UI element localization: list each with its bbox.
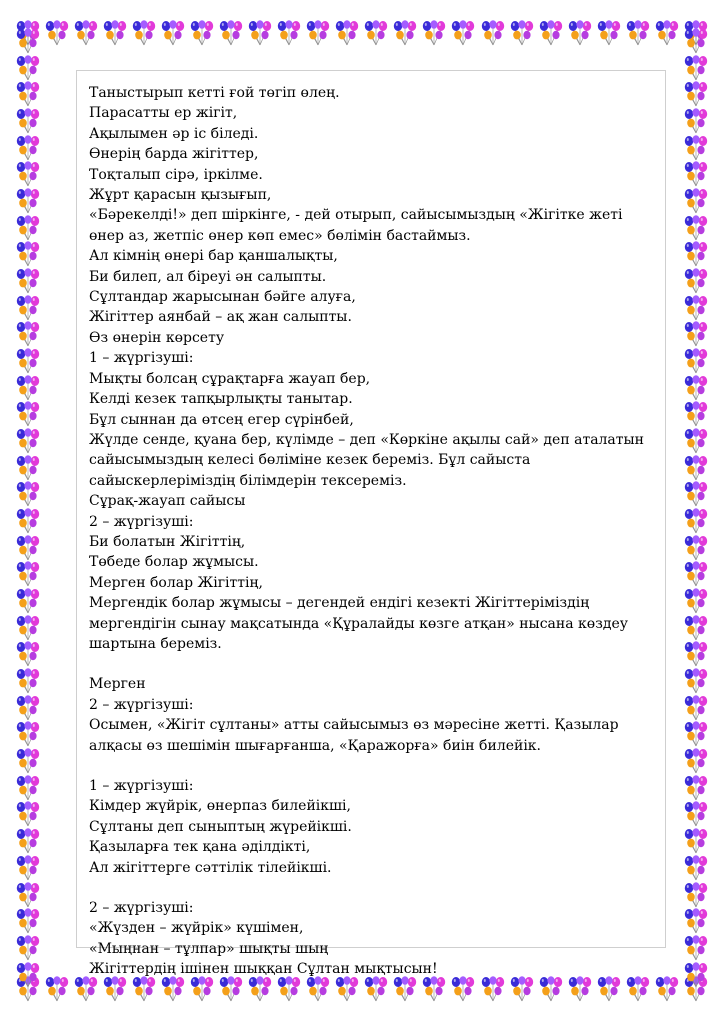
balloons-icon: [508, 976, 536, 1002]
balloon-border-right: [682, 28, 710, 988]
balloons-icon: [566, 976, 594, 1002]
balloons-icon: [14, 55, 42, 81]
balloons-icon: [246, 976, 274, 1002]
balloons-icon: [682, 481, 710, 507]
balloons-icon: [682, 561, 710, 587]
balloons-icon: [595, 20, 623, 46]
text-line: Өнерің барда жігіттер,: [89, 146, 259, 163]
balloons-icon: [682, 801, 710, 827]
blank-line: [89, 756, 655, 776]
balloons-icon: [682, 321, 710, 347]
balloons-icon: [14, 908, 42, 934]
balloons-icon: [14, 348, 42, 374]
text-line: Мерген болар Жігіттің,: [89, 574, 263, 591]
text-line: Бұл сыннан да өтсең егер сүрінбей,: [89, 411, 354, 428]
text-line: Сұлтандар жарысынан бәйге алуға,: [89, 289, 356, 306]
balloons-icon: [14, 668, 42, 694]
balloons-icon: [14, 721, 42, 747]
balloons-icon: [72, 976, 100, 1002]
text-line: Өз өнерін көрсету: [89, 329, 225, 346]
balloons-icon: [217, 20, 245, 46]
balloons-icon: [14, 28, 42, 54]
text-line: «Жүзден – жүйрік» күшімен,: [89, 920, 304, 937]
balloons-icon: [14, 401, 42, 427]
balloons-icon: [246, 20, 274, 46]
balloons-icon: [682, 855, 710, 881]
balloons-icon: [14, 535, 42, 561]
balloons-icon: [682, 241, 710, 267]
balloon-border-bottom: [14, 976, 710, 1004]
text-line: Жігіттердің ішінен шыққан Сұлтан мықтысын!: [89, 961, 438, 978]
balloons-icon: [682, 215, 710, 241]
balloons-icon: [14, 188, 42, 214]
balloons-icon: [14, 455, 42, 481]
balloons-icon: [14, 828, 42, 854]
text-line: Сұрақ-жауап сайысы: [89, 493, 246, 510]
blank-line: [89, 878, 655, 898]
balloons-icon: [43, 976, 71, 1002]
text-line: 1 – жүргізуші:: [89, 350, 194, 367]
balloons-icon: [188, 976, 216, 1002]
balloons-icon: [391, 20, 419, 46]
balloons-icon: [682, 908, 710, 934]
balloons-icon: [653, 976, 681, 1002]
balloons-icon: [682, 535, 710, 561]
text-line: Мергендік болар жұмысы – дегендей ендігі кезекті Жігіттеріміздің мергендігін сынау мақсатында «Құралайды көзге атқан» нысана көздеу шартына береміз.: [89, 595, 628, 652]
balloons-icon: [14, 641, 42, 667]
balloons-icon: [14, 215, 42, 241]
balloons-icon: [449, 20, 477, 46]
balloons-icon: [682, 375, 710, 401]
balloons-icon: [682, 721, 710, 747]
balloons-icon: [391, 976, 419, 1002]
balloons-icon: [333, 20, 361, 46]
balloons-icon: [304, 20, 332, 46]
balloon-border-top: [14, 20, 710, 48]
text-line: Мықты болсаң сұрақтарға жауап бер,: [89, 370, 371, 387]
balloons-icon: [682, 641, 710, 667]
balloons-icon: [14, 81, 42, 107]
balloons-icon: [14, 241, 42, 267]
balloons-icon: [14, 481, 42, 507]
balloons-icon: [566, 20, 594, 46]
balloons-icon: [682, 962, 710, 988]
balloons-icon: [14, 321, 42, 347]
balloons-icon: [14, 855, 42, 881]
text-line: Жұрт қарасын қызығып,: [89, 187, 272, 204]
balloons-icon: [508, 20, 536, 46]
balloons-icon: [362, 976, 390, 1002]
text-line: Қазыларға тек қана әділдікті,: [89, 839, 311, 856]
balloons-icon: [14, 295, 42, 321]
balloons-icon: [537, 976, 565, 1002]
balloons-icon: [449, 976, 477, 1002]
balloons-icon: [479, 976, 507, 1002]
balloons-icon: [14, 748, 42, 774]
balloons-icon: [682, 55, 710, 81]
text-line: Кімдер жүйрік, өнерпаз билейікші,: [89, 798, 351, 815]
balloons-icon: [275, 976, 303, 1002]
balloons-icon: [682, 28, 710, 54]
balloons-icon: [14, 508, 42, 534]
balloons-icon: [304, 976, 332, 1002]
balloons-icon: [14, 428, 42, 454]
text-line: «Мыңнан – тұлпар» шықты шың: [89, 940, 329, 957]
text-line: 2 – жүргізуші:: [89, 513, 194, 530]
balloons-icon: [682, 508, 710, 534]
balloons-icon: [682, 81, 710, 107]
text-line: Осымен, «Жігіт сұлтаны» атты сайысымыз өз мәресіне жетті. Қазылар алқасы өз шешімін шығарғанша, «Қаражорға» биін билейік.: [89, 717, 619, 754]
balloons-icon: [14, 962, 42, 988]
document-frame: [76, 70, 666, 978]
balloons-icon: [682, 455, 710, 481]
text-line: 1 – жүргізуші:: [89, 778, 194, 794]
balloons-icon: [682, 348, 710, 374]
text-line: «Бәрекелді!» деп шіркінге, - дей отырып, сайысымыздың «Жігітке жеті өнер аз, жетпіс өнер көп емес» бөлімін бастаймыз.: [89, 207, 623, 244]
balloons-icon: [130, 976, 158, 1002]
document-text: [89, 83, 655, 980]
balloons-icon: [101, 20, 129, 46]
balloons-icon: [479, 20, 507, 46]
balloons-icon: [14, 695, 42, 721]
text-line: Би билеп, ал біреуі ән салыпты.: [89, 268, 327, 285]
balloons-icon: [14, 161, 42, 187]
balloon-border-left: [14, 28, 42, 988]
balloons-icon: [14, 561, 42, 587]
text-line: 2 – жүргізуші:: [89, 900, 194, 917]
text-line: Жүлде сенде, қуана бер, күлімде – деп «Көркіне ақылы сай» деп аталатын сайысымыздың келесі бөлiміне кезек береміз. Бұл сайыста сайыскерлеріміздің білімдерін тексереміз.: [89, 431, 644, 489]
balloons-icon: [14, 935, 42, 961]
balloons-icon: [159, 976, 187, 1002]
balloons-icon: [682, 748, 710, 774]
balloons-icon: [101, 976, 129, 1002]
balloons-icon: [682, 775, 710, 801]
balloons-icon: [14, 775, 42, 801]
balloons-icon: [420, 976, 448, 1002]
balloons-icon: [682, 615, 710, 641]
text-line: Келді кезек тапқырлықты танытар.: [89, 391, 353, 408]
balloons-icon: [14, 268, 42, 294]
balloons-icon: [159, 20, 187, 46]
balloons-icon: [130, 20, 158, 46]
text-line: Ақылымен әр іс біледі.: [89, 125, 259, 142]
balloons-icon: [275, 20, 303, 46]
balloons-icon: [14, 588, 42, 614]
balloons-icon: [188, 20, 216, 46]
balloons-icon: [14, 135, 42, 161]
text-line: Сұлтаны деп сыныптың жүрейікші.: [89, 818, 352, 835]
balloons-icon: [14, 615, 42, 641]
balloons-icon: [624, 976, 652, 1002]
balloons-icon: [420, 20, 448, 46]
balloons-icon: [682, 135, 710, 161]
balloons-icon: [682, 268, 710, 294]
balloons-icon: [682, 401, 710, 427]
balloons-icon: [682, 882, 710, 908]
balloons-icon: [14, 375, 42, 401]
balloons-icon: [72, 20, 100, 46]
blank-line: [89, 654, 655, 674]
balloons-icon: [682, 188, 710, 214]
balloons-icon: [595, 976, 623, 1002]
balloons-icon: [14, 801, 42, 827]
text-line: 2 – жүргізуші:: [89, 696, 194, 713]
text-line: Жігіттер аянбай – ақ жан салыпты.: [89, 309, 352, 326]
balloons-icon: [682, 935, 710, 961]
text-line: Ал жігіттерге сәттілік тілейікші.: [89, 859, 332, 876]
text-line: Парасатты ер жігіт,: [89, 105, 238, 122]
balloons-icon: [682, 695, 710, 721]
balloons-icon: [333, 976, 361, 1002]
balloons-icon: [682, 295, 710, 321]
text-line: Төбеде болар жұмысы.: [89, 554, 259, 571]
text-line: Тоқталып сірә, іркілме.: [89, 166, 263, 183]
text-line: Таныстырып кетті ғой төгіп өлең.: [89, 85, 340, 101]
balloons-icon: [217, 976, 245, 1002]
balloons-icon: [682, 588, 710, 614]
balloons-icon: [682, 828, 710, 854]
text-line: Ал кімнің өнері бар қаншалықты,: [89, 248, 338, 265]
balloons-icon: [14, 108, 42, 134]
balloons-icon: [537, 20, 565, 46]
balloons-icon: [682, 668, 710, 694]
balloons-icon: [43, 20, 71, 46]
text-line: Би болатын Жігіттің,: [89, 533, 246, 550]
balloons-icon: [682, 108, 710, 134]
balloons-icon: [653, 20, 681, 46]
text-line: Мерген: [89, 676, 146, 693]
balloons-icon: [682, 161, 710, 187]
balloons-icon: [362, 20, 390, 46]
balloons-icon: [624, 20, 652, 46]
balloons-icon: [682, 428, 710, 454]
balloons-icon: [14, 882, 42, 908]
